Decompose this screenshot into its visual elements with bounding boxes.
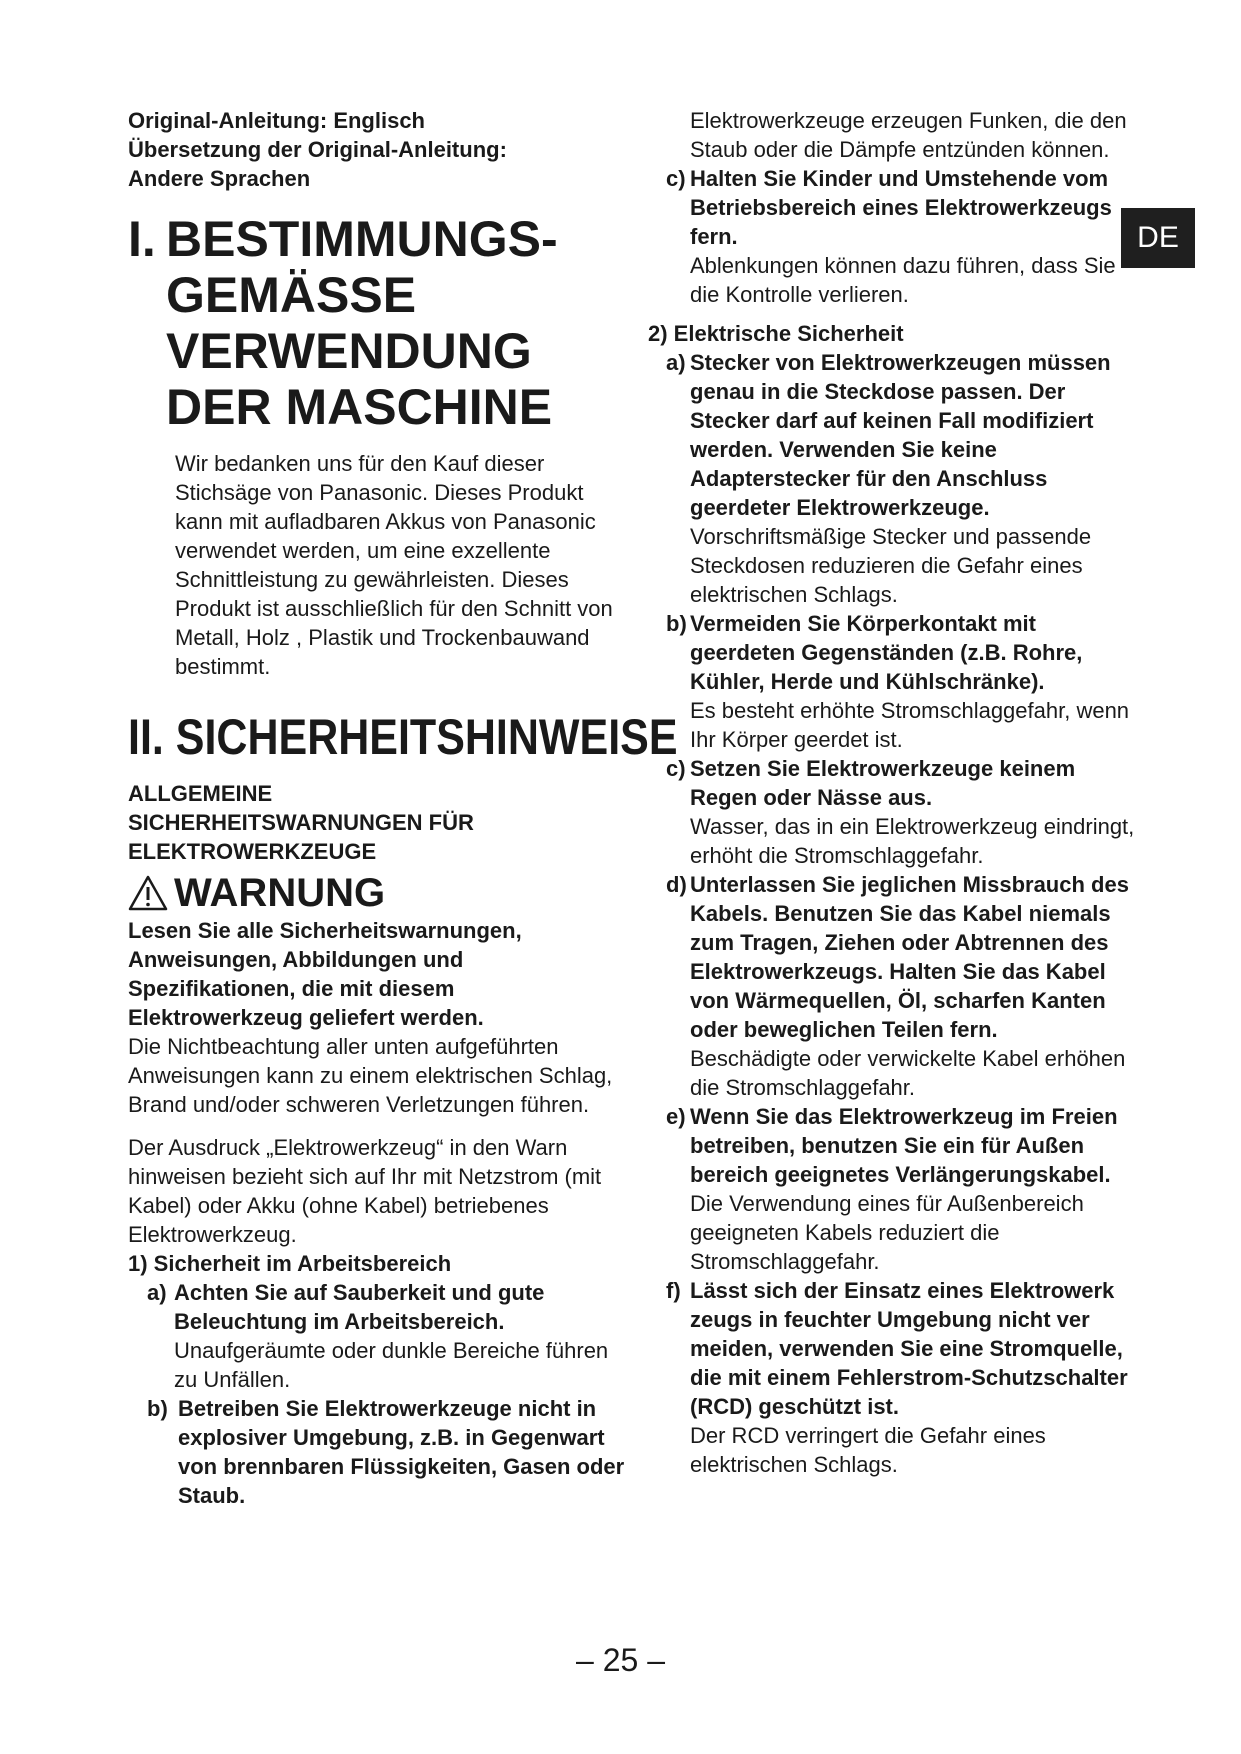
electrical-item-b (648, 609, 1138, 754)
item-label: b) (147, 1396, 168, 1421)
work-area-item-b (128, 1394, 628, 1510)
item-description: Elektrowerkzeuge erzeugen Funken, die den Staub oder die Dämpfe entzünden können. (690, 108, 1127, 162)
electrical-safety-heading: 2) Elektrische Sicherheit (648, 321, 904, 346)
item-label: d) (666, 872, 687, 897)
warning-triangle-icon (128, 874, 168, 912)
item-description: Der RCD verringert die Gefahr eines elektrischen Schlags. (690, 1423, 1046, 1477)
warning-bold-text: Lesen Sie alle Sicherheitswarnungen, Anweisungen, Abbildungen und Spezifikationen, die mit diesem Elektrowerkzeug geliefert werden. (128, 918, 522, 1030)
item-label: c) (666, 166, 686, 191)
section1-title-line-4: DER MASCHINE (166, 379, 553, 435)
subtitle-line-2: SICHERHEITSWARNUNGEN FÜR (128, 810, 474, 835)
item-label: c) (666, 756, 686, 781)
item-description: Unaufgeräumte oder dunkle Bereiche führen zu Unfällen. (174, 1338, 609, 1392)
electrical-item-a (648, 348, 1138, 609)
item-label: f) (666, 1278, 681, 1303)
section2-subtitle (128, 779, 628, 866)
item-title: Setzen Sie Elektrowerkzeuge keinem Regen oder Nässe aus. (690, 756, 1076, 810)
section1-heading (128, 211, 628, 435)
section1-intro: Wir bedanken uns für den Kauf dieser Stichsäge von Panasonic. Dieses Produkt kann mit aufladbaren Akkus von Panasonic verwendet werden, um eine exzellente Schnittleistung zu gewährleisten. Dieses Produkt ist ausschließlich für den Schnitt von Metall, Holz , Plastik und Trockenbauwand bestimmt. (175, 451, 613, 679)
electrical-item-f (648, 1276, 1138, 1479)
item-label: b) (666, 611, 687, 636)
item-title: Vermeiden Sie Körperkontakt mit geerdeten Gegenständen (z.B. Rohre, Kühler, Herde und Kühlschränke). (690, 611, 1083, 694)
electrical-item-e (648, 1102, 1138, 1276)
section1-number: I. (128, 211, 156, 267)
original-instruction-note (128, 106, 628, 193)
item-description: Ablenkungen können dazu führen, dass Sie die Kontrolle verlieren. (690, 253, 1116, 307)
electrical-item-d (648, 870, 1138, 1102)
work-area-item-b-continued (648, 106, 1138, 164)
left-column (128, 106, 678, 1510)
work-area-item-a (128, 1278, 628, 1394)
item-title: Stecker von Elektrowerkzeugen müssen genau in die Steckdose passen. Der Stecker darf auf keinen Fall modifiziert werden. Verwenden Sie keine Adapterstecker für den Anschluss geerdeter Elektrowerkzeuge. (690, 350, 1111, 520)
language-tab: DE (1121, 208, 1195, 268)
term-definition-text: Der Ausdruck „Elektrowerkzeug“ in den Warn hinweisen bezieht sich auf Ihr mit Netzstrom (mit Kabel) oder Akku (ohne Kabel) betriebenes Elektrowerkzeug. (128, 1135, 602, 1247)
item-title: Lässt sich der Einsatz eines Elektrowerk zeugs in feuchter Umgebung nicht ver meiden, verwenden Sie eine Stromquelle, die mit einem Fehlerstrom-Schutzschalter (RCD) geschützt ist. (690, 1278, 1128, 1419)
subtitle-line-3: ELEKTROWERKZEUGE (128, 839, 377, 864)
item-label: e) (666, 1104, 686, 1129)
item-description: Vorschriftsmäßige Stecker und passende Steckdosen reduzieren die Gefahr eines elektrischen Schlags. (690, 524, 1092, 607)
work-area-heading: 1) Sicherheit im Arbeitsbereich (128, 1251, 452, 1276)
item-title: Wenn Sie das Elektrowerkzeug im Freien betreiben, benutzen Sie ein für Außen bereich geeignetes Verlängerungskabel. (690, 1104, 1118, 1187)
right-column (648, 106, 1138, 1479)
item-description: Es besteht erhöhte Stromschlaggefahr, wenn Ihr Körper geerdet ist. (690, 698, 1130, 752)
warning-label: WARNUNG (174, 871, 386, 915)
section2-heading: II. SICHERHEITSHINWEISE (128, 709, 678, 765)
section1-title-line-1: BESTIMMUNGS- (166, 211, 558, 267)
item-title: Achten Sie auf Sauberkeit und gute Beleuchtung im Arbeitsbereich. (174, 1280, 545, 1334)
item-description: Wasser, das in ein Elektrowerkzeug eindringt, erhöht die Stromschlaggefahr. (690, 814, 1135, 868)
item-description: Die Verwendung eines für Außenbereich geeigneten Kabels reduziert die Stromschlaggefahr. (690, 1191, 1084, 1274)
item-title: Halten Sie Kinder und Umstehende vom Betriebsbereich eines Elektrowerkzeugs fern. (690, 166, 1112, 249)
item-title: Betreiben Sie Elektrowerkzeuge nicht in explosiver Umgebung, z.B. in Gegenwart von brennbaren Flüssigkeiten, Gasen oder Staub. (178, 1396, 625, 1508)
original-line-3: Andere Sprachen (128, 166, 311, 191)
original-line-2: Übersetzung der Original-Anleitung: (128, 137, 507, 162)
subtitle-line-1: ALLGEMEINE (128, 781, 273, 806)
section1-title-line-3: VERWENDUNG (166, 323, 532, 379)
item-title: Unterlassen Sie jeglichen Missbrauch des Kabels. Benutzen Sie das Kabel niemals zum Tragen, Ziehen oder Abtrennen des Elektrowerkzeugs. Halten Sie das Kabel von Wärmequellen, Öl, scharfen Kanten oder beweglichen Teilen fern. (690, 872, 1129, 1042)
original-line-1: Original-Anleitung: Englisch (128, 108, 425, 133)
electrical-item-c (648, 754, 1138, 870)
page-number: – 25 – (576, 1642, 665, 1678)
warning-heading (128, 870, 628, 916)
item-label: a) (147, 1280, 167, 1305)
work-area-item-c (648, 164, 1138, 309)
warning-text: Die Nichtbeachtung aller unten aufgeführten Anweisungen kann zu einem elektrischen Schlag, Brand und/oder schweren Verletzungen führen. (128, 1034, 613, 1117)
item-label: a) (666, 350, 686, 375)
section1-title-line-2: GEMÄSSE (166, 267, 417, 323)
item-description: Beschädigte oder verwickelte Kabel erhöhen die Stromschlaggefahr. (690, 1046, 1126, 1100)
